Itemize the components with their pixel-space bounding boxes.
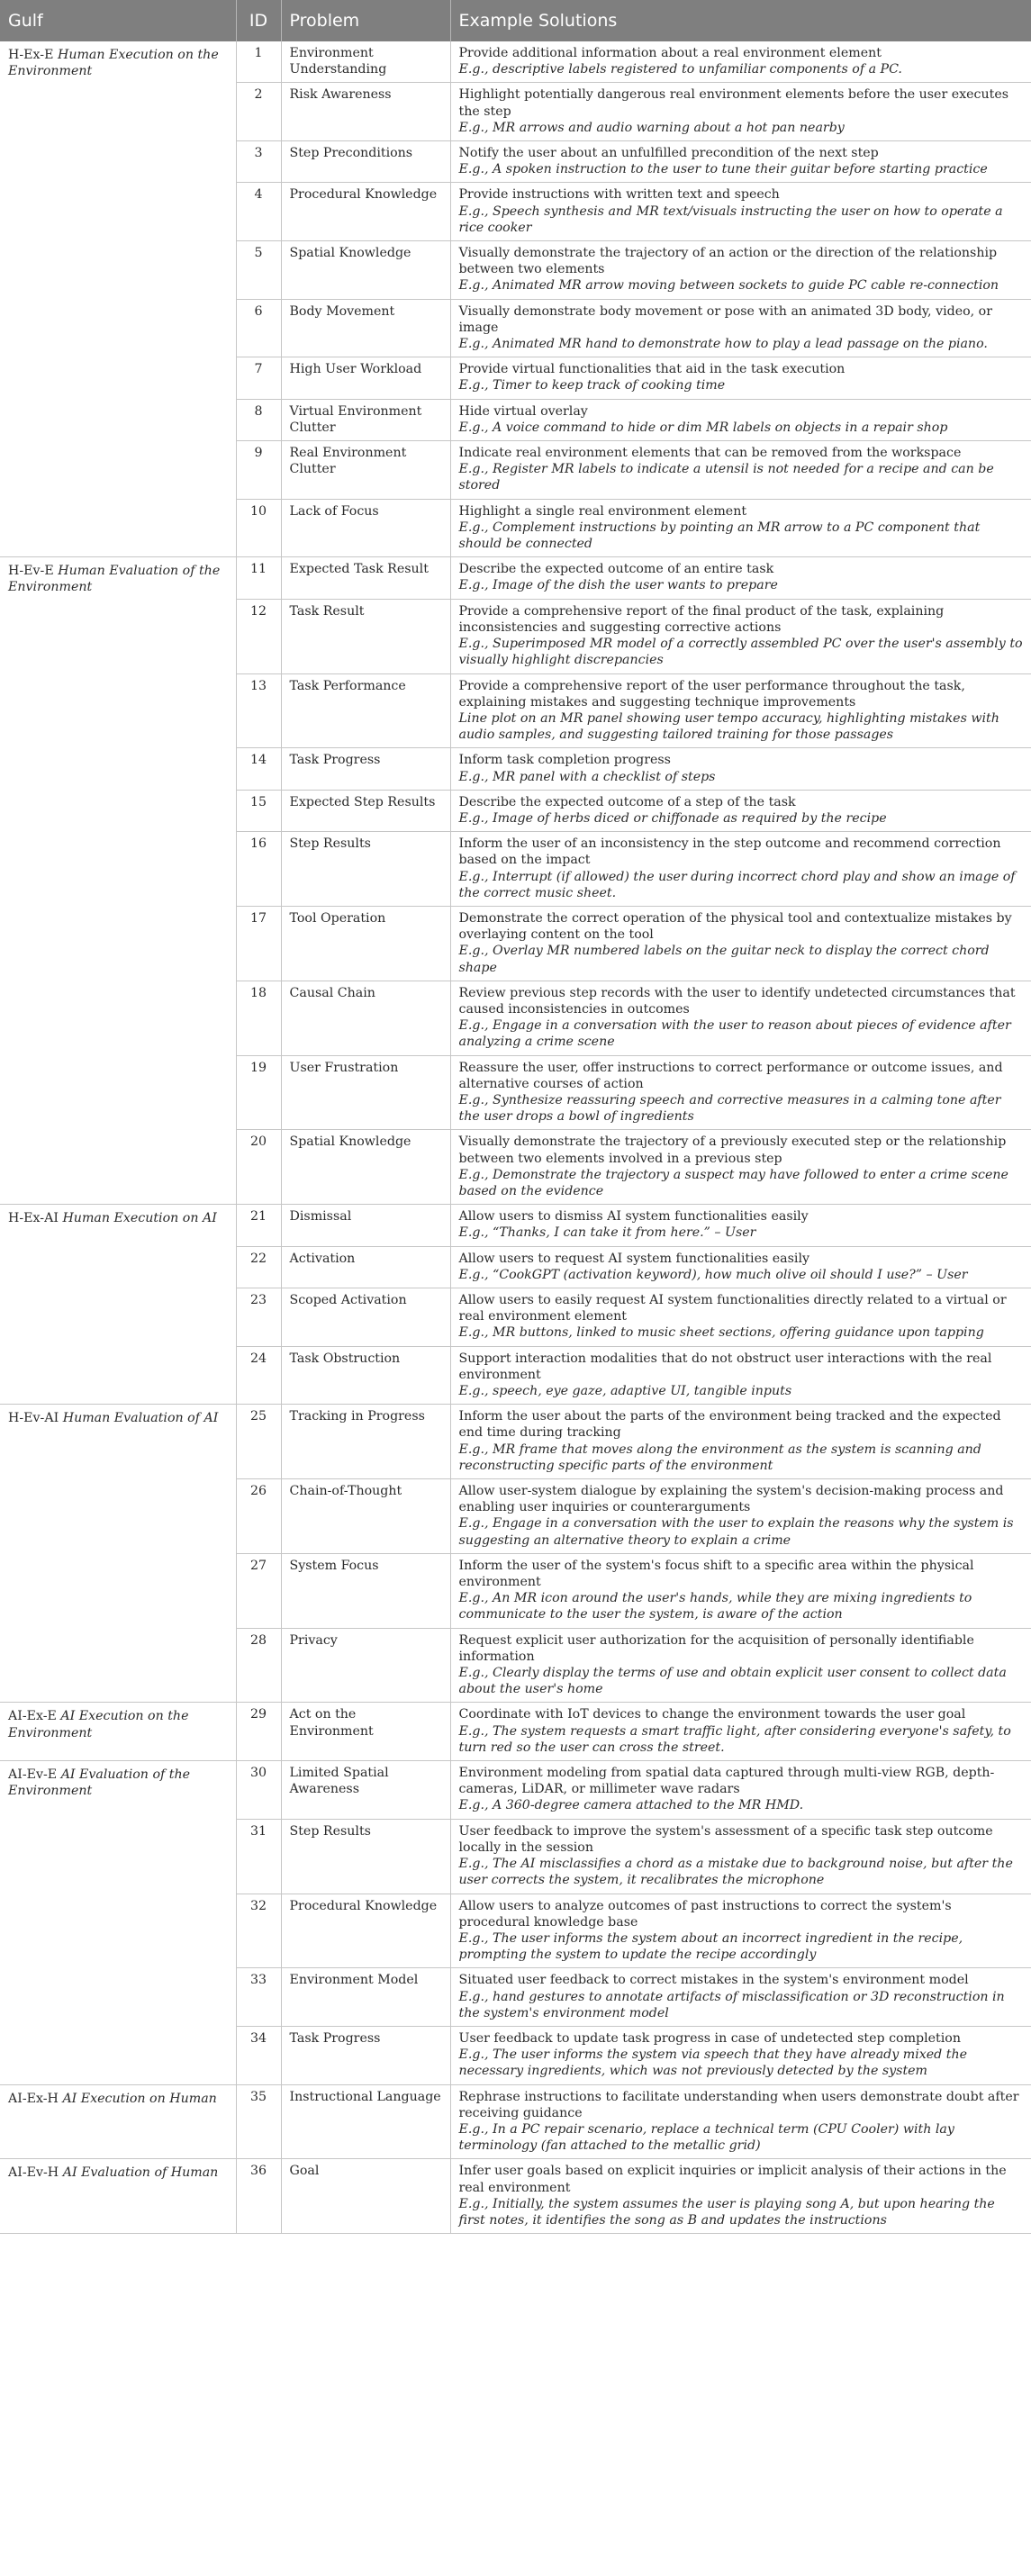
- row-problem: Spatial Knowledge: [281, 1130, 450, 1205]
- row-example: E.g., Initially, the system assumes the user is playing song A, but upon hearing the first notes, it identifies the song as B and updates the instructions: [458, 2196, 995, 2228]
- row-id: 12: [236, 599, 281, 673]
- gulf-name: AI Execution on Human: [62, 2091, 217, 2106]
- row-id: 30: [236, 1761, 281, 1820]
- gulf-code: AI-Ex-H: [8, 2091, 59, 2106]
- row-problem: Task Obstruction: [281, 1346, 450, 1405]
- row-solution-cell: [450, 1055, 1031, 1130]
- row-example: Line plot on an MR panel showing user tempo accuracy, highlighting mistakes with audio samples, and suggesting tailored training for those passages: [458, 710, 999, 743]
- row-problem: Tool Operation: [281, 906, 450, 981]
- row-example: E.g., Engage in a conversation with the user to reason about pieces of evidence after analyzing a crime scene: [458, 1018, 1011, 1050]
- row-id: 27: [236, 1553, 281, 1628]
- row-solution-cell: [450, 790, 1031, 831]
- row-id: 23: [236, 1288, 281, 1347]
- row-example: E.g., Image of herbs diced or chiffonade as required by the recipe: [458, 810, 887, 826]
- row-solution-cell: [450, 1968, 1031, 2027]
- row-solution: Highlight a single real environment element: [458, 503, 747, 519]
- row-solution-cell: [450, 2084, 1031, 2159]
- row-id: 28: [236, 1628, 281, 1703]
- row-problem: Environment Understanding: [281, 41, 450, 83]
- row-solution: Environment modeling from spatial data captured through multi-view RGB, depth-cameras, LiDAR, or millimeter wave radars: [458, 1766, 995, 1797]
- gulf-cell: [0, 1405, 236, 1703]
- row-solution: Rephrase instructions to facilitate understanding when users demonstrate doubt after receiving guidance: [458, 2089, 1019, 2120]
- row-example: E.g., The AI misclassifies a chord as a mistake due to background noise, but after the user corrects the system, it recalibrates the microphone: [458, 1857, 1013, 1888]
- table-row: [0, 2159, 1031, 2234]
- gulf-cell: [0, 41, 236, 557]
- table-row: [0, 1703, 1031, 1761]
- row-solution: Infer user goals based on explicit inquiries or implicit analysis of their actions in the real environment: [458, 2164, 1007, 2195]
- row-problem: Lack of Focus: [281, 499, 450, 557]
- row-solution-cell: [450, 1288, 1031, 1347]
- row-problem: User Frustration: [281, 1055, 450, 1130]
- row-example: E.g., Demonstrate the trajectory a suspect may have followed to enter a crime scene based on the evidence: [458, 1167, 1008, 1198]
- row-solution-cell: [450, 499, 1031, 557]
- row-solution: Provide virtual functionalities that aid in the task execution: [458, 362, 846, 377]
- row-example: E.g., “Thanks, I can take it from here.” – User: [458, 1225, 756, 1241]
- row-solution: Allow users to dismiss AI system functionalities easily: [458, 1209, 809, 1225]
- row-solution-cell: [450, 2026, 1031, 2084]
- table-row: [0, 1761, 1031, 1820]
- row-id: 9: [236, 441, 281, 500]
- row-problem: Act on the Environment: [281, 1703, 450, 1761]
- row-solution-cell: [450, 141, 1031, 183]
- row-id: 24: [236, 1346, 281, 1405]
- table-row: [0, 1205, 1031, 1246]
- row-example: E.g., hand gestures to annotate artifacts of misclassification or 3D reconstruction in the system's environment model: [458, 1989, 1005, 2020]
- row-example: E.g., Clearly display the terms of use and obtain explicit user consent to collect data about the user's home: [458, 1666, 1007, 1697]
- row-id: 7: [236, 357, 281, 399]
- gulf-code: AI-Ev-E: [8, 1767, 58, 1783]
- row-example: E.g., Timer to keep track of cooking time: [458, 378, 726, 393]
- row-solution-cell: [450, 1703, 1031, 1761]
- row-problem: Body Movement: [281, 299, 450, 357]
- row-problem: Dismissal: [281, 1205, 450, 1246]
- gulf-code: H-Ex-AI: [8, 1211, 59, 1226]
- row-solution: Review previous step records with the user to identify undetected circumstances that caused inconsistencies in outcomes: [458, 985, 1016, 1017]
- row-solution: User feedback to update task progress in case of undetected step completion: [458, 2030, 961, 2046]
- row-problem: Task Result: [281, 599, 450, 673]
- header-solutions: Example Solutions: [450, 0, 1031, 41]
- row-solution: Coordinate with IoT devices to change the environment towards the user goal: [458, 1707, 966, 1722]
- row-solution-cell: [450, 599, 1031, 673]
- row-solution: Request explicit user authorization for the acquisition of personally identifiable information: [458, 1632, 974, 1664]
- row-id: 4: [236, 183, 281, 241]
- row-id: 8: [236, 399, 281, 440]
- row-example: E.g., The system requests a smart traffic light, after considering everyone's safety, to turn red so the user can cross the street.: [458, 1723, 1011, 1755]
- row-solution: Provide additional information about a real environment element: [458, 46, 882, 60]
- row-problem: Expected Step Results: [281, 790, 450, 831]
- gulf-name: AI Execution on the Environment: [8, 1709, 189, 1740]
- row-example: E.g., In a PC repair scenario, replace a technical term (CPU Cooler) with lay terminology (fan attached to the metallic grid): [458, 2121, 954, 2154]
- row-id: 3: [236, 141, 281, 183]
- row-example: E.g., A spoken instruction to the user to tune their guitar before starting practice: [458, 162, 988, 177]
- table-row: [0, 557, 1031, 599]
- row-solution: Visually demonstrate the trajectory of a previously executed step or the relationship between two elements involved in a previous step: [458, 1134, 1007, 1166]
- row-solution: Situated user feedback to correct mistakes in the system's environment model: [458, 1973, 969, 1988]
- row-solution: Demonstrate the correct operation of the physical tool and contextualize mistakes by overlaying content on the tool: [458, 910, 1012, 943]
- row-solution-cell: [450, 906, 1031, 981]
- table-body: [0, 41, 1031, 2234]
- gulf-code: AI-Ev-H: [8, 2165, 59, 2181]
- row-solution-cell: [450, 241, 1031, 300]
- row-example: E.g., Image of the dish the user wants to prepare: [458, 578, 778, 593]
- row-solution-cell: [450, 1130, 1031, 1205]
- row-example: E.g., Speech synthesis and MR text/visuals instructing the user on how to operate a rice cooker: [458, 203, 1003, 235]
- row-problem: Task Progress: [281, 748, 450, 790]
- row-example: E.g., MR frame that moves along the environment as the system is scanning and reconstructing specific parts of the environment: [458, 1442, 981, 1473]
- header-gulf: Gulf: [0, 0, 236, 41]
- row-example: E.g., Synthesize reassuring speech and corrective measures in a calming tone after the user drops a bowl of ingredients: [458, 1092, 1001, 1125]
- row-example: E.g., Superimposed MR model of a correctly assembled PC over the user's assembly to visually highlight discrepancies: [458, 637, 1023, 668]
- gulf-cell: [0, 2159, 236, 2234]
- row-id: 17: [236, 906, 281, 981]
- row-example: E.g., Complement instructions by pointing an MR arrow to a PC component that should be connected: [458, 520, 981, 552]
- row-problem: Risk Awareness: [281, 83, 450, 141]
- row-problem: Instructional Language: [281, 2084, 450, 2159]
- row-solution-cell: [450, 1819, 1031, 1894]
- row-example: E.g., MR panel with a checklist of steps: [458, 769, 716, 784]
- row-id: 13: [236, 673, 281, 748]
- row-example: E.g., “CookGPT (activation keyword), how much olive oil should I use?” – User: [458, 1267, 968, 1282]
- header-problem: Problem: [281, 0, 450, 41]
- row-solution-cell: [450, 399, 1031, 440]
- row-id: 19: [236, 1055, 281, 1130]
- row-example: E.g., Animated MR hand to demonstrate how to play a lead passage on the piano.: [458, 337, 988, 352]
- gulf-name: Human Execution on the Environment: [8, 48, 219, 79]
- row-solution: Indicate real environment elements that can be removed from the workspace: [458, 446, 962, 461]
- row-solution: Visually demonstrate the trajectory of an action or the direction of the relationship between two elements: [458, 246, 998, 277]
- row-problem: Step Results: [281, 1819, 450, 1894]
- row-id: 34: [236, 2026, 281, 2084]
- row-solution: Provide a comprehensive report of the user performance throughout the task, explaining mistakes and suggesting technique improvements: [458, 678, 965, 710]
- row-problem: Goal: [281, 2159, 450, 2234]
- gulf-cell: [0, 1205, 236, 1405]
- gulf-cell: [0, 2084, 236, 2159]
- row-problem: Environment Model: [281, 1968, 450, 2027]
- row-solution-cell: [450, 1205, 1031, 1246]
- row-solution: Inform the user of an inconsistency in the step outcome and recommend correction based on the impact: [458, 836, 1001, 868]
- row-solution: Provide instructions with written text and speech: [458, 187, 780, 203]
- row-solution: Reassure the user, offer instructions to correct performance or outcome issues, and alternative courses of action: [458, 1060, 1003, 1091]
- row-solution: Provide a comprehensive report of the final product of the task, explaining inconsistencies and suggesting corrective actions: [458, 603, 945, 635]
- row-problem: Procedural Knowledge: [281, 1894, 450, 1968]
- row-solution-cell: [450, 357, 1031, 399]
- row-solution: Inform task completion progress: [458, 753, 671, 768]
- row-solution-cell: [450, 748, 1031, 790]
- row-id: 10: [236, 499, 281, 557]
- row-id: 35: [236, 2084, 281, 2159]
- row-id: 25: [236, 1405, 281, 1479]
- row-problem: Tracking in Progress: [281, 1405, 450, 1479]
- row-example: E.g., Animated MR arrow moving between sockets to guide PC cable re-connection: [458, 278, 999, 294]
- row-solution-cell: [450, 1479, 1031, 1554]
- row-solution: Hide virtual overlay: [458, 403, 588, 419]
- row-id: 11: [236, 557, 281, 599]
- row-solution-cell: [450, 832, 1031, 907]
- row-problem: Expected Task Result: [281, 557, 450, 599]
- row-solution: Describe the expected outcome of an entire task: [458, 562, 774, 577]
- row-example: E.g., An MR icon around the user's hands, while they are mixing ingredients to communicate to the user the system, is aware of the action: [458, 1591, 972, 1622]
- gulf-cell: [0, 1703, 236, 1761]
- row-solution-cell: [450, 1346, 1031, 1405]
- gulf-code: H-Ex-E: [8, 48, 54, 62]
- row-solution: Highlight potentially dangerous real environment elements before the user executes the step: [458, 87, 1008, 119]
- table-row: [0, 1405, 1031, 1479]
- row-solution-cell: [450, 83, 1031, 141]
- row-example: E.g., descriptive labels registered to unfamiliar components of a PC.: [458, 62, 902, 77]
- row-solution-cell: [450, 1761, 1031, 1820]
- row-solution: Support interaction modalities that do not obstruct user interactions with the real environment: [458, 1351, 992, 1382]
- row-id: 15: [236, 790, 281, 831]
- row-problem: Limited Spatial Awareness: [281, 1761, 450, 1820]
- row-id: 29: [236, 1703, 281, 1761]
- row-id: 36: [236, 2159, 281, 2234]
- row-example: E.g., A 360-degree camera attached to the MR HMD.: [458, 1798, 804, 1813]
- header-row: [0, 0, 1031, 41]
- row-solution-cell: [450, 1628, 1031, 1703]
- row-solution: Inform the user of the system's focus shift to a specific area within the physical environment: [458, 1558, 974, 1590]
- row-problem: Task Performance: [281, 673, 450, 748]
- row-example: E.g., Interrupt (if allowed) the user during incorrect chord play and show an image of the correct music sheet.: [458, 869, 1016, 900]
- row-id: 2: [236, 83, 281, 141]
- row-id: 1: [236, 41, 281, 83]
- row-id: 21: [236, 1205, 281, 1246]
- row-problem: Step Results: [281, 832, 450, 907]
- row-problem: Chain-of-Thought: [281, 1479, 450, 1554]
- gulf-code: AI-Ex-E: [8, 1709, 57, 1724]
- row-problem: Virtual Environment Clutter: [281, 399, 450, 440]
- row-example: E.g., speech, eye gaze, adaptive UI, tangible inputs: [458, 1384, 792, 1399]
- row-id: 32: [236, 1894, 281, 1968]
- row-problem: Task Progress: [281, 2026, 450, 2084]
- row-solution-cell: [450, 673, 1031, 748]
- row-solution: Allow users to request AI system functionalities easily: [458, 1251, 810, 1266]
- row-solution-cell: [450, 41, 1031, 83]
- row-id: 14: [236, 748, 281, 790]
- row-solution-cell: [450, 1553, 1031, 1628]
- row-problem: Privacy: [281, 1628, 450, 1703]
- header-id: ID: [236, 0, 281, 41]
- row-problem: Scoped Activation: [281, 1288, 450, 1347]
- row-problem: System Focus: [281, 1553, 450, 1628]
- gulf-name: AI Evaluation of Human: [62, 2165, 219, 2181]
- row-id: 31: [236, 1819, 281, 1894]
- row-solution-cell: [450, 441, 1031, 500]
- row-example: E.g., Register MR labels to indicate a utensil is not needed for a recipe and can be stored: [458, 462, 994, 493]
- row-id: 6: [236, 299, 281, 357]
- row-id: 18: [236, 981, 281, 1055]
- row-solution: Inform the user about the parts of the environment being tracked and the expected end time during tracking: [458, 1409, 1001, 1441]
- row-problem: Real Environment Clutter: [281, 441, 450, 500]
- row-id: 22: [236, 1246, 281, 1288]
- table-row: [0, 41, 1031, 83]
- row-solution-cell: [450, 299, 1031, 357]
- gulf-cell: [0, 557, 236, 1205]
- row-example: E.g., A voice command to hide or dim MR labels on objects in a repair shop: [458, 420, 948, 435]
- row-example: E.g., The user informs the system about an incorrect ingredient in the recipe, prompting the system to update the recipe accordingly: [458, 1930, 963, 1963]
- row-solution-cell: [450, 1405, 1031, 1479]
- row-solution: User feedback to improve the system's assessment of a specific task step outcome locally in the session: [458, 1823, 993, 1855]
- row-id: 5: [236, 241, 281, 300]
- row-solution: Allow users to analyze outcomes of past instructions to correct the system's procedural knowledge base: [458, 1898, 952, 1930]
- row-solution: Allow user-system dialogue by explaining the system's decision-making process and enabling user inquiries or counterarguments: [458, 1484, 1004, 1515]
- gulf-cell: [0, 1761, 236, 2084]
- row-problem: Procedural Knowledge: [281, 183, 450, 241]
- row-id: 26: [236, 1479, 281, 1554]
- gulf-code: H-Ev-E: [8, 564, 54, 579]
- row-solution-cell: [450, 557, 1031, 599]
- row-example: E.g., Overlay MR numbered labels on the guitar neck to display the correct chord shape: [458, 944, 990, 975]
- row-id: 16: [236, 832, 281, 907]
- row-example: E.g., The user informs the system via speech that they have already mixed the necessary ingredients, which was not previously detected by the system: [458, 2047, 967, 2079]
- row-solution-cell: [450, 1246, 1031, 1288]
- row-solution: Describe the expected outcome of a step of the task: [458, 794, 796, 809]
- row-example: E.g., MR arrows and audio warning about a hot pan nearby: [458, 120, 845, 135]
- row-solution: Allow users to easily request AI system functionalities directly related to a virtual or real environment element: [458, 1293, 1007, 1324]
- row-solution: Notify the user about an unfulfilled precondition of the next step: [458, 146, 879, 161]
- gulf-name: Human Execution on AI: [62, 1211, 217, 1226]
- row-problem: Step Preconditions: [281, 141, 450, 183]
- row-problem: Spatial Knowledge: [281, 241, 450, 300]
- gulf-name: AI Evaluation of the Environment: [8, 1767, 190, 1799]
- gulf-code: H-Ev-AI: [8, 1411, 59, 1426]
- row-id: 20: [236, 1130, 281, 1205]
- table-row: [0, 2084, 1031, 2159]
- row-id: 33: [236, 1968, 281, 2027]
- row-example: E.g., Engage in a conversation with the user to explain the reasons why the system is suggesting an alternative theory to explain a crime: [458, 1516, 1014, 1548]
- row-solution-cell: [450, 2159, 1031, 2234]
- row-problem: High User Workload: [281, 357, 450, 399]
- row-solution-cell: [450, 981, 1031, 1055]
- gulf-name: Human Evaluation of the Environment: [8, 564, 221, 595]
- row-example: E.g., MR buttons, linked to music sheet sections, offering guidance upon tapping: [458, 1325, 984, 1341]
- row-problem: Activation: [281, 1246, 450, 1288]
- row-problem: Causal Chain: [281, 981, 450, 1055]
- row-solution-cell: [450, 1894, 1031, 1968]
- gulf-name: Human Evaluation of AI: [62, 1411, 219, 1426]
- row-solution: Visually demonstrate body movement or pose with an animated 3D body, video, or image: [458, 303, 992, 335]
- row-solution-cell: [450, 183, 1031, 241]
